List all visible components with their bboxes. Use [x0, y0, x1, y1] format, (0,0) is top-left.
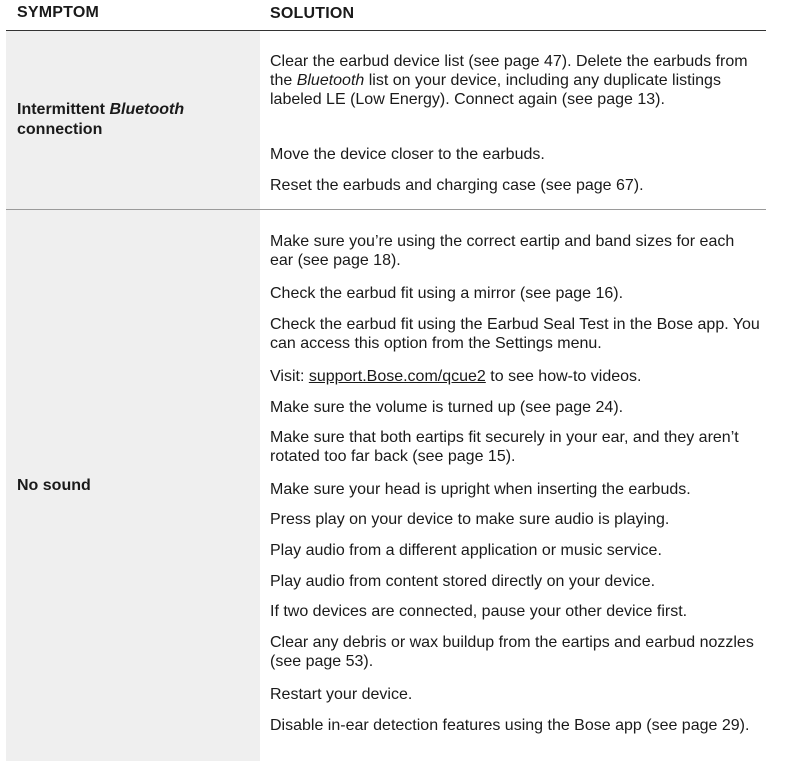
solution-item: Make sure that both eartips fit securely in your ear, and they aren’t rotated too far back (see page 15). [270, 429, 739, 465]
symptom-header: SYMPTOM [17, 4, 100, 21]
table-header [6, 0, 766, 31]
table-row-bluetooth [6, 31, 766, 210]
solution-item: Reset the earbuds and charging case (see page 67). [270, 177, 644, 194]
solution-item: Clear the earbud device list (see page 47). Delete the earbuds from the Bluetooth list on your device, including any duplicate listings labeled LE (Low Energy). Connect again (see page 13). [270, 53, 748, 108]
solution-item: Move the device closer to the earbuds. [270, 146, 545, 163]
symptom-text: No sound [17, 476, 91, 494]
solution-header: SOLUTION [270, 5, 355, 22]
solution-item: Make sure the volume is turned up (see page 24). [270, 399, 624, 416]
solution-item: Press play on your device to make sure audio is playing. [270, 511, 670, 528]
symptom-cell [6, 31, 260, 209]
solution-item: Make sure your head is upright when inserting the earbuds. [270, 481, 691, 498]
solution-item: Check the earbud fit using the Earbud Seal Test in the Bose app. You can access this option from the Settings menu. [270, 316, 760, 352]
solution-item: Check the earbud fit using a mirror (see page 16). [270, 285, 624, 302]
symptom-text: Intermittent Bluetooth connection [17, 101, 185, 138]
solution-item: Make sure you’re using the correct eartip and band sizes for each ear (see page 18). [270, 233, 735, 269]
support-link[interactable]: support.Bose.com/qcue2 [308, 368, 486, 385]
solution-item: Disable in-ear detection features using the Bose app (see page 29). [270, 717, 750, 734]
table-row-no-sound [6, 210, 766, 761]
solution-item: Play audio from content stored directly on your device. [270, 573, 656, 590]
solution-item: Clear any debris or wax buildup from the eartips and earbud nozzles (see page 53). [270, 634, 754, 670]
symptom-cell [6, 210, 260, 761]
solution-item: Visit: support.Bose.com/qcue2 to see how-to videos. [270, 368, 642, 385]
solution-item: If two devices are connected, pause your other device first. [270, 603, 688, 620]
solution-item: Play audio from a different application or music service. [270, 542, 662, 559]
solution-item: Restart your device. [270, 686, 413, 703]
